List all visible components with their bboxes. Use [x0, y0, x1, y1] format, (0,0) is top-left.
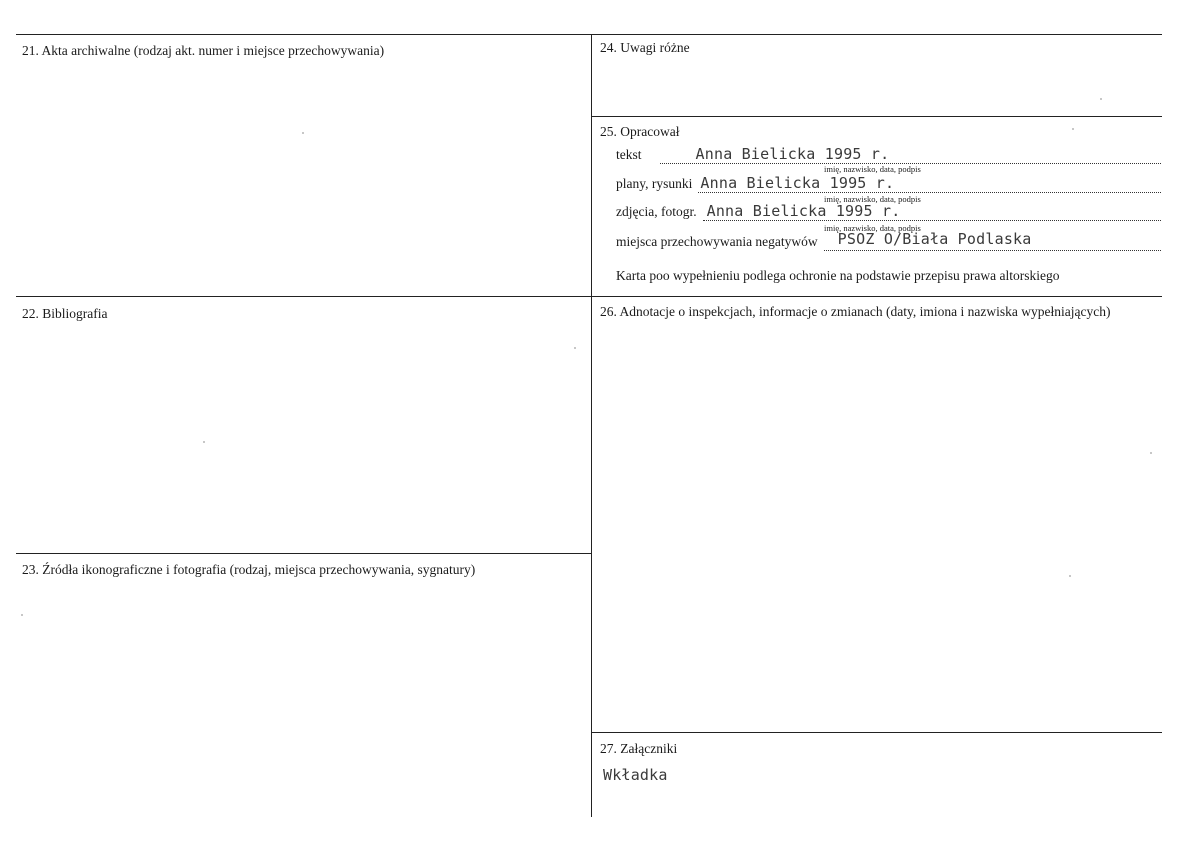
paper-speck	[21, 614, 23, 616]
authored-text-value: Anna Bielicka 1995 r.	[695, 145, 890, 163]
section-23-title: 23. Źródła ikonograficzne i fotografia (rodzaj, miejsca przechowywania, sygnatury)	[22, 562, 476, 577]
authored-text-label: tekst	[616, 147, 642, 162]
paper-speck	[1072, 128, 1074, 130]
attachments-value: Wkładka	[603, 766, 668, 784]
authored-text-field	[660, 143, 1162, 164]
paper-speck	[302, 132, 304, 134]
section-25-title: 25. Opracował	[600, 124, 680, 139]
divider-24-25	[591, 116, 1162, 117]
caption-name-date-signature-1: imię, nazwisko, data, podpis	[824, 164, 921, 174]
section-26-title: 26. Adnotacje o inspekcjach, informacje o zmianach (daty, imiona i nazwiska wypełniających)	[600, 304, 1111, 319]
photos-value: Anna Bielicka 1995 r.	[706, 202, 901, 220]
negatives-storage-label: miejsca przechowywania negatywów	[616, 234, 818, 249]
divider-22-23	[16, 553, 591, 554]
paper-speck	[1100, 98, 1102, 100]
protection-note: Karta poo wypełnieniu podlega ochronie na podstawie przepisu prawa altorskiego	[616, 268, 1060, 283]
negatives-storage-row	[616, 229, 1161, 251]
top-border-line	[16, 34, 1162, 35]
divider-21-22	[16, 296, 1162, 297]
divider-26-27	[591, 732, 1162, 733]
plans-drawings-value: Anna Bielicka 1995 r.	[700, 174, 895, 192]
paper-speck	[1150, 452, 1152, 454]
center-divider-line	[591, 34, 592, 817]
section-27-title: 27. Załączniki	[600, 741, 678, 756]
paper-speck	[1069, 575, 1071, 577]
paper-speck	[574, 347, 576, 349]
caption-name-date-signature-3: imię, nazwisko, data, podpis	[824, 223, 921, 233]
section-21-title: 21. Akta archiwalne (rodzaj akt. numer i miejsce przechowywania)	[22, 43, 385, 58]
photos-row	[616, 199, 1161, 221]
caption-name-date-signature-2: imię, nazwisko, data, podpis	[824, 194, 921, 204]
plans-drawings-row	[616, 171, 1161, 193]
negatives-storage-field	[824, 230, 1161, 251]
authored-text-row	[616, 142, 1161, 164]
negatives-storage-value: PSOZ O/Biała Podlaska	[837, 230, 1032, 248]
plans-drawings-field	[698, 172, 1161, 193]
photos-label: zdjęcia, fotogr.	[616, 204, 697, 219]
photos-field	[703, 200, 1161, 221]
paper-speck	[203, 441, 205, 443]
section-24-title: 24. Uwagi różne	[600, 40, 690, 55]
section-22-title: 22. Bibliografia	[22, 306, 108, 321]
plans-drawings-label: plany, rysunki	[616, 176, 693, 191]
